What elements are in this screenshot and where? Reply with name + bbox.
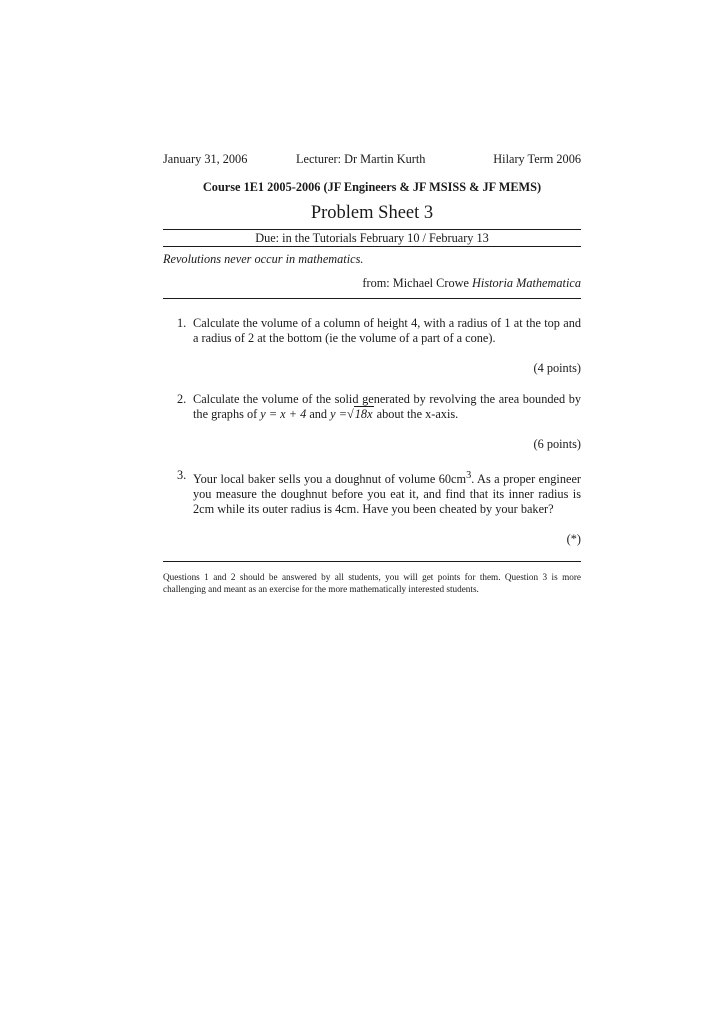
divider	[163, 298, 581, 299]
problem-item	[163, 316, 581, 376]
header-date: January 31, 2006	[163, 152, 248, 166]
problem-text-end: about the x-axis.	[376, 407, 459, 421]
epigraph-quote: Revolutions never occur in mathematics.	[163, 252, 364, 266]
problem-points: (6 points)	[533, 437, 581, 451]
source-author: from: Michael Crowe	[362, 276, 469, 290]
problem-number: 3.	[177, 468, 187, 482]
problem-points: (*)	[566, 532, 581, 547]
header-lecturer: Lecturer: Dr Martin Kurth	[296, 152, 426, 166]
problem-number: 2.	[177, 392, 187, 406]
page-title: Problem Sheet 3	[310, 203, 434, 223]
equation-line: y = x + 4	[260, 407, 307, 421]
divider	[163, 561, 581, 562]
problem-item	[163, 392, 581, 452]
superscript: 3	[466, 470, 472, 481]
divider	[163, 246, 581, 247]
due-date: Due: in the Tutorials February 10 / February 13	[255, 231, 489, 245]
problem-text: Calculate the volume of the solid generated by revolving the area bounded by the graphs of	[193, 392, 581, 421]
conjunction: and	[309, 407, 328, 421]
footnote: Questions 1 and 2 should be answered by all students, you will get points for them. Question 3 is more challenging and meant as an exercise for the more mathematically interested students.	[163, 572, 581, 595]
epigraph-source	[163, 276, 581, 291]
course-title: Course 1E1 2005-2006 (JF Engineers & JF MSISS & JF MEMS)	[202, 180, 542, 194]
radicand: 18x	[354, 407, 373, 421]
problem-text: Your local baker sells you a doughnut of volume 60cm	[193, 472, 467, 487]
radical-sign-icon: √	[347, 407, 354, 421]
header-term: Hilary Term 2006	[493, 152, 581, 166]
square-root	[347, 407, 374, 422]
problem-text-end: . As a proper engineer you measure the doughnut before you eat it, and find that its inner radius is 2cm while its outer radius is 4cm. Have you been cheated by your baker?	[193, 472, 581, 517]
problem-sheet	[163, 152, 581, 595]
problem-number: 1.	[177, 316, 187, 330]
source-work: Historia Mathematica	[472, 276, 581, 290]
problem-item	[163, 468, 581, 547]
header	[163, 152, 581, 168]
spacer	[163, 376, 581, 392]
equation-curve-lhs: y =	[330, 407, 348, 421]
problem-points: (4 points)	[533, 361, 581, 375]
problem-list	[163, 316, 581, 547]
due-box	[163, 229, 581, 247]
problem-text: Calculate the volume of a column of height 4, with a radius of 1 at the top and a radius of 2 at the bottom (ie the volume of a part of a cone).	[193, 316, 581, 345]
spacer	[163, 452, 581, 468]
